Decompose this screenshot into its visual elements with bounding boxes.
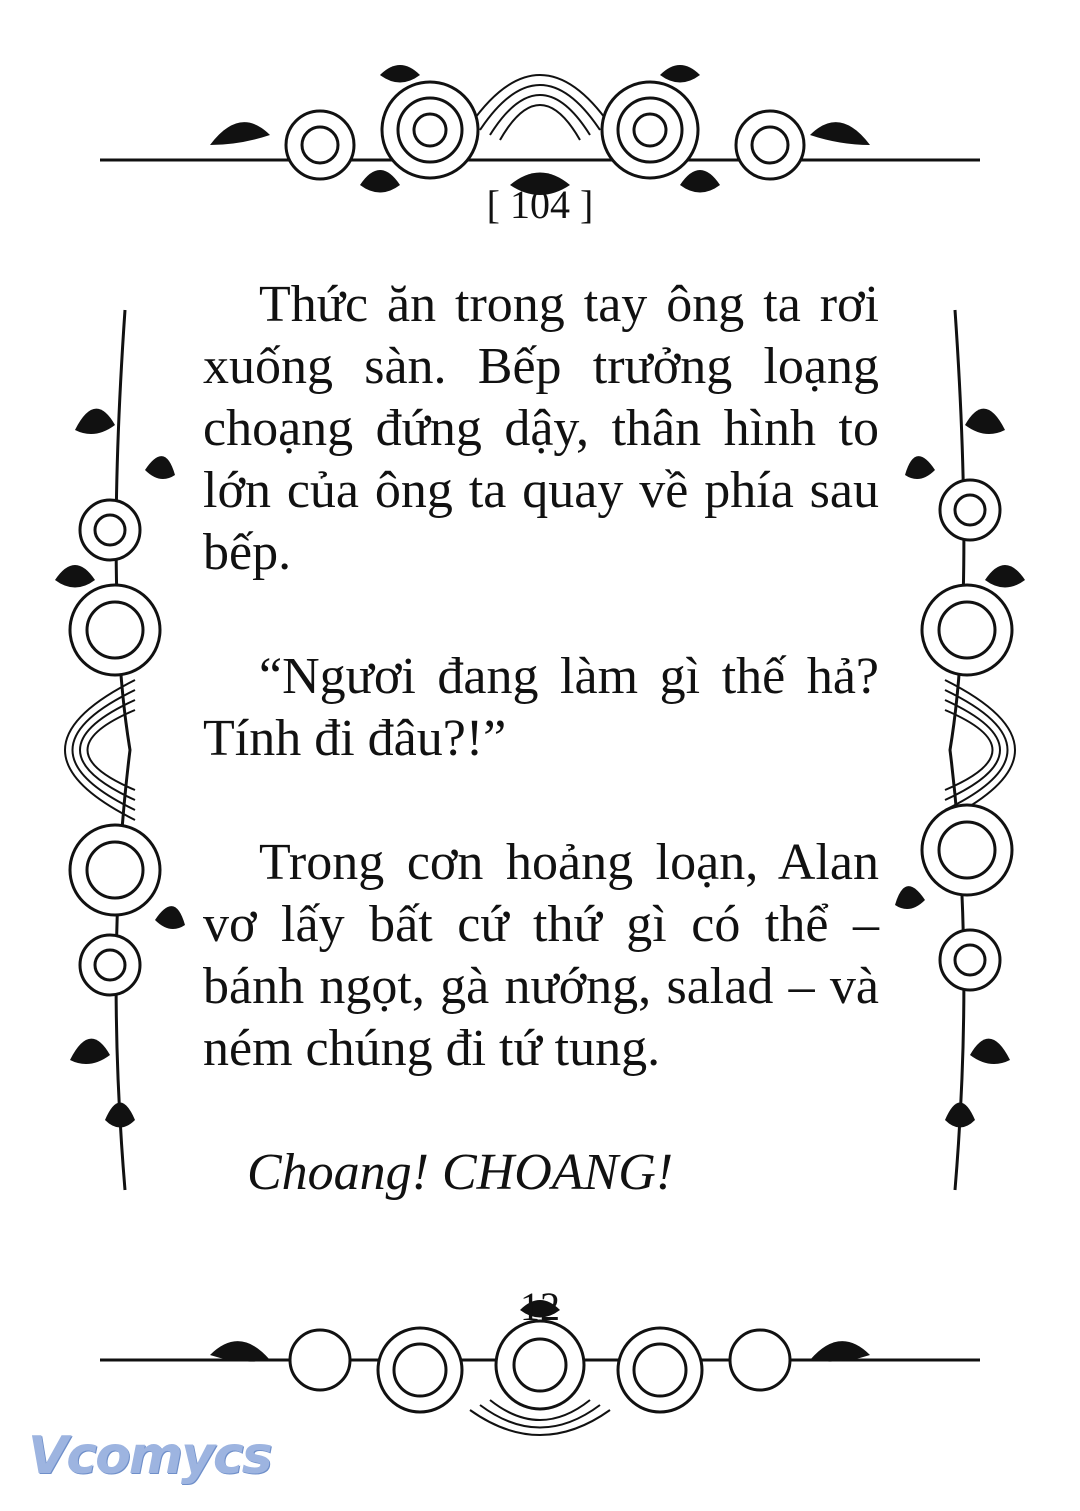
paragraph-1: Thức ăn trong tay ông ta rơi xuống sàn. Bếp trưởng loạng choạng đứng dậy, thân hình to lớn của ông ta quay về phía sau bếp. <box>203 276 879 581</box>
chapter-number: [ 104 ] <box>486 182 594 227</box>
page-number: 12 <box>520 1284 560 1329</box>
paragraph-gap <box>203 1080 879 1142</box>
paragraph-4-sound-effect: Choang! CHOANG! <box>247 1144 674 1201</box>
paragraph-gap <box>203 770 879 832</box>
page-content <box>203 274 879 1204</box>
right-rose-ornament-icon <box>895 300 1065 1200</box>
paragraph-3: Trong cơn hoảng loạn, Alan vơ lấy bất cứ thứ gì có thể – bánh ngọt, gà nướng, salad – và ném chúng đi tứ tung. <box>203 834 879 1077</box>
watermark-logo: Vcomycs <box>28 1426 271 1486</box>
paragraph-2: “Ngươi đang làm gì thế hả? Tính đi đâu?!” <box>203 648 879 767</box>
paragraph-gap <box>203 584 879 646</box>
left-rose-ornament-icon <box>15 300 185 1200</box>
